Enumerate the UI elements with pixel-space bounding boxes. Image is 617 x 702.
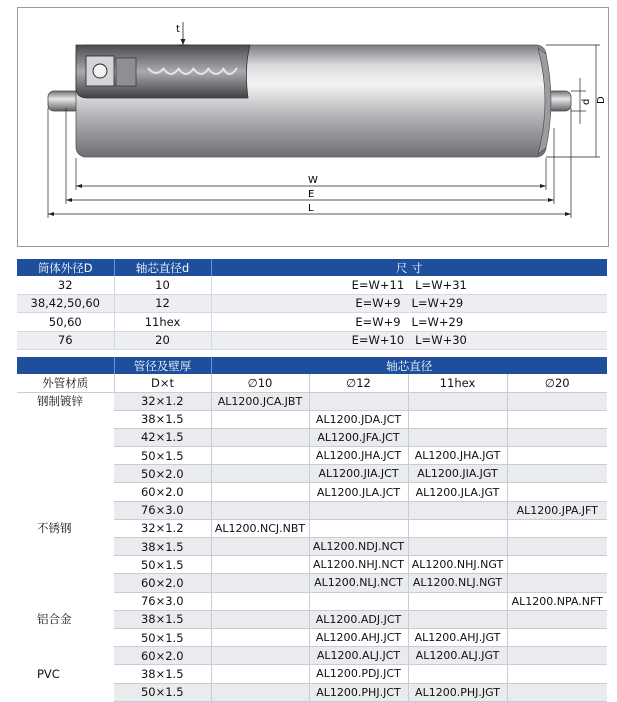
part-row [17, 592, 607, 610]
bearing-seal [116, 58, 136, 86]
label-E: E [308, 189, 315, 200]
part-row [17, 610, 607, 628]
dimension-row [17, 331, 607, 350]
part-code-11hex: AL1200.AHJ.JGT [408, 628, 507, 646]
part-code-d20 [507, 574, 607, 592]
part-code-d10 [211, 501, 309, 519]
material-cell [17, 501, 114, 519]
subheader-11hex: 11hex [408, 374, 507, 392]
material-cell [17, 574, 114, 592]
part-code-11hex: AL1200.JIA.JGT [408, 465, 507, 483]
header-shaft-diameter: 轴芯直径d [114, 259, 211, 276]
material-cell: 铝合金 [17, 610, 114, 628]
shaft-diameter-cell: 20 [114, 331, 211, 350]
subheader-dxt: D×t [114, 374, 211, 392]
tube-spec-cell: 50×1.5 [114, 628, 211, 646]
material-cell [17, 483, 114, 501]
part-code-d10 [211, 538, 309, 556]
part-code-d12: AL1200.NLJ.NCT [309, 574, 408, 592]
part-code-d10 [211, 628, 309, 646]
part-row [17, 392, 607, 410]
material-cell [17, 556, 114, 574]
part-code-11hex [408, 665, 507, 683]
part-code-d10 [211, 683, 309, 701]
part-row [17, 428, 607, 446]
subheader-material: 外管材质 [17, 374, 114, 392]
part-code-11hex [408, 501, 507, 519]
size-formula-cell: E=W+10 L=W+30 [211, 331, 607, 350]
part-code-11hex [408, 610, 507, 628]
part-code-d20 [507, 628, 607, 646]
shaft-diameter-cell: 10 [114, 276, 211, 294]
part-code-d10 [211, 647, 309, 665]
part-code-d20 [507, 538, 607, 556]
part-code-11hex: AL1200.JLA.JGT [408, 483, 507, 501]
part-code-d20 [507, 428, 607, 446]
part-row [17, 410, 607, 428]
tube-spec-cell: 42×1.5 [114, 428, 211, 446]
material-cell [17, 538, 114, 556]
part-code-d10 [211, 665, 309, 683]
tube-spec-cell: 50×1.5 [114, 447, 211, 465]
part-code-d20 [507, 465, 607, 483]
part-code-d10 [211, 556, 309, 574]
header-shaft-diameter-group: 轴芯直径 [211, 357, 607, 374]
material-cell: 钢制镀锌 [17, 392, 114, 410]
label-D: D [596, 96, 607, 104]
tube-spec-cell: 38×1.5 [114, 665, 211, 683]
part-number-table [17, 357, 607, 702]
part-row [17, 447, 607, 465]
part-code-d12 [309, 501, 408, 519]
tube-spec-cell: 38×1.5 [114, 410, 211, 428]
part-code-d12: AL1200.JFA.JCT [309, 428, 408, 446]
material-cell [17, 410, 114, 428]
material-cell [17, 465, 114, 483]
tube-spec-cell: 50×1.5 [114, 556, 211, 574]
part-code-d12: AL1200.JLA.JCT [309, 483, 408, 501]
size-formula-cell: E=W+11 L=W+31 [211, 276, 607, 294]
part-code-d10 [211, 483, 309, 501]
part-code-d12: AL1200.JDA.JCT [309, 410, 408, 428]
part-code-d20 [507, 683, 607, 701]
part-row [17, 628, 607, 646]
material-cell [17, 447, 114, 465]
part-code-d20: AL1200.JPA.JFT [507, 501, 607, 519]
tube-diameter-cell: 32 [17, 276, 114, 294]
tube-spec-cell: 60×2.0 [114, 483, 211, 501]
header-size: 尺 寸 [211, 259, 607, 276]
part-row [17, 665, 607, 683]
tube-spec-cell: 50×1.5 [114, 683, 211, 701]
part-code-11hex [408, 392, 507, 410]
part-code-11hex: AL1200.NLJ.NGT [408, 574, 507, 592]
material-cell [17, 647, 114, 665]
part-code-d12 [309, 519, 408, 537]
tube-spec-cell: 76×3.0 [114, 501, 211, 519]
part-code-d10: AL1200.JCA.JBT [211, 392, 309, 410]
part-code-11hex [408, 519, 507, 537]
part-code-d20: AL1200.NPA.NFT [507, 592, 607, 610]
part-row [17, 683, 607, 701]
material-cell: PVC [17, 665, 114, 683]
part-code-d10: AL1200.NCJ.NBT [211, 519, 309, 537]
part-row [17, 519, 607, 537]
part-number-table-body [17, 392, 607, 701]
part-code-d20 [507, 410, 607, 428]
part-code-d20 [507, 665, 607, 683]
part-row [17, 647, 607, 665]
size-formula-cell: E=W+9 L=W+29 [211, 313, 607, 332]
tube-diameter-cell: 76 [17, 331, 114, 350]
part-code-d20 [507, 392, 607, 410]
material-cell [17, 683, 114, 701]
dimension-row [17, 313, 607, 332]
tube-spec-cell: 38×1.5 [114, 538, 211, 556]
tube-spec-cell: 60×2.0 [114, 647, 211, 665]
part-code-11hex: AL1200.ALJ.JGT [408, 647, 507, 665]
part-code-11hex [408, 592, 507, 610]
tube-spec-cell: 50×2.0 [114, 465, 211, 483]
part-code-d20 [507, 556, 607, 574]
dimension-table [17, 259, 607, 350]
part-code-d10 [211, 592, 309, 610]
material-cell: 不锈钢 [17, 519, 114, 537]
part-code-11hex [408, 538, 507, 556]
part-code-d12: AL1200.PHJ.JCT [309, 683, 408, 701]
part-code-d12: AL1200.NHJ.NCT [309, 556, 408, 574]
part-row [17, 465, 607, 483]
part-code-d12: AL1200.JIA.JCT [309, 465, 408, 483]
label-t: t [176, 24, 180, 35]
material-cell [17, 428, 114, 446]
part-code-d20 [507, 483, 607, 501]
material-cell [17, 628, 114, 646]
size-formula-cell: E=W+9 L=W+29 [211, 294, 607, 313]
header-tube-diameter: 筒体外径D [17, 259, 114, 276]
tube-diameter-cell: 38,42,50,60 [17, 294, 114, 313]
part-code-d12: AL1200.PDJ.JCT [309, 665, 408, 683]
label-d: d [581, 98, 592, 105]
tube-spec-cell: 76×3.0 [114, 592, 211, 610]
material-cell [17, 592, 114, 610]
part-row [17, 574, 607, 592]
label-W: W [308, 175, 318, 186]
tube-diameter-cell: 50,60 [17, 313, 114, 332]
part-code-d12: AL1200.NDJ.NCT [309, 538, 408, 556]
part-code-11hex [408, 410, 507, 428]
part-code-d20 [507, 610, 607, 628]
header-tube-spec: 管径及壁厚 [114, 357, 211, 374]
part-row [17, 538, 607, 556]
tube-spec-cell: 32×1.2 [114, 519, 211, 537]
subheader-d10: ∅10 [211, 374, 309, 392]
part-code-11hex: AL1200.PHJ.JGT [408, 683, 507, 701]
part-code-d20 [507, 447, 607, 465]
subheader-d12: ∅12 [309, 374, 408, 392]
shaft-diameter-cell: 12 [114, 294, 211, 313]
roller-drawing [17, 7, 609, 247]
tube-spec-cell: 60×2.0 [114, 574, 211, 592]
part-code-11hex: AL1200.NHJ.NGT [408, 556, 507, 574]
part-code-d10 [211, 428, 309, 446]
dimension-row [17, 276, 607, 294]
tube-spec-cell: 38×1.5 [114, 610, 211, 628]
part-code-d10 [211, 610, 309, 628]
tube-spec-cell: 32×1.2 [114, 392, 211, 410]
part-code-d10 [211, 465, 309, 483]
shaft-diameter-cell: 11hex [114, 313, 211, 332]
part-code-d12: AL1200.ALJ.JCT [309, 647, 408, 665]
part-code-d12 [309, 392, 408, 410]
part-row [17, 501, 607, 519]
part-row [17, 483, 607, 501]
subheader-d20: ∅20 [507, 374, 607, 392]
part-code-d12: AL1200.AHJ.JCT [309, 628, 408, 646]
part-code-d20 [507, 519, 607, 537]
part-code-11hex [408, 428, 507, 446]
part-code-d20 [507, 647, 607, 665]
part-row [17, 556, 607, 574]
part-code-11hex: AL1200.JHA.JGT [408, 447, 507, 465]
bearing-ball [93, 64, 107, 78]
part-code-d10 [211, 447, 309, 465]
header-blank [17, 357, 114, 374]
label-L: L [308, 203, 314, 214]
part-code-d10 [211, 574, 309, 592]
dimension-row [17, 294, 607, 313]
roller-diagram-svg [18, 8, 608, 246]
part-code-d10 [211, 410, 309, 428]
part-code-d12: AL1200.ADJ.JCT [309, 610, 408, 628]
dimension-table-body [17, 276, 607, 350]
part-code-d12 [309, 592, 408, 610]
part-code-d12: AL1200.JHA.JCT [309, 447, 408, 465]
